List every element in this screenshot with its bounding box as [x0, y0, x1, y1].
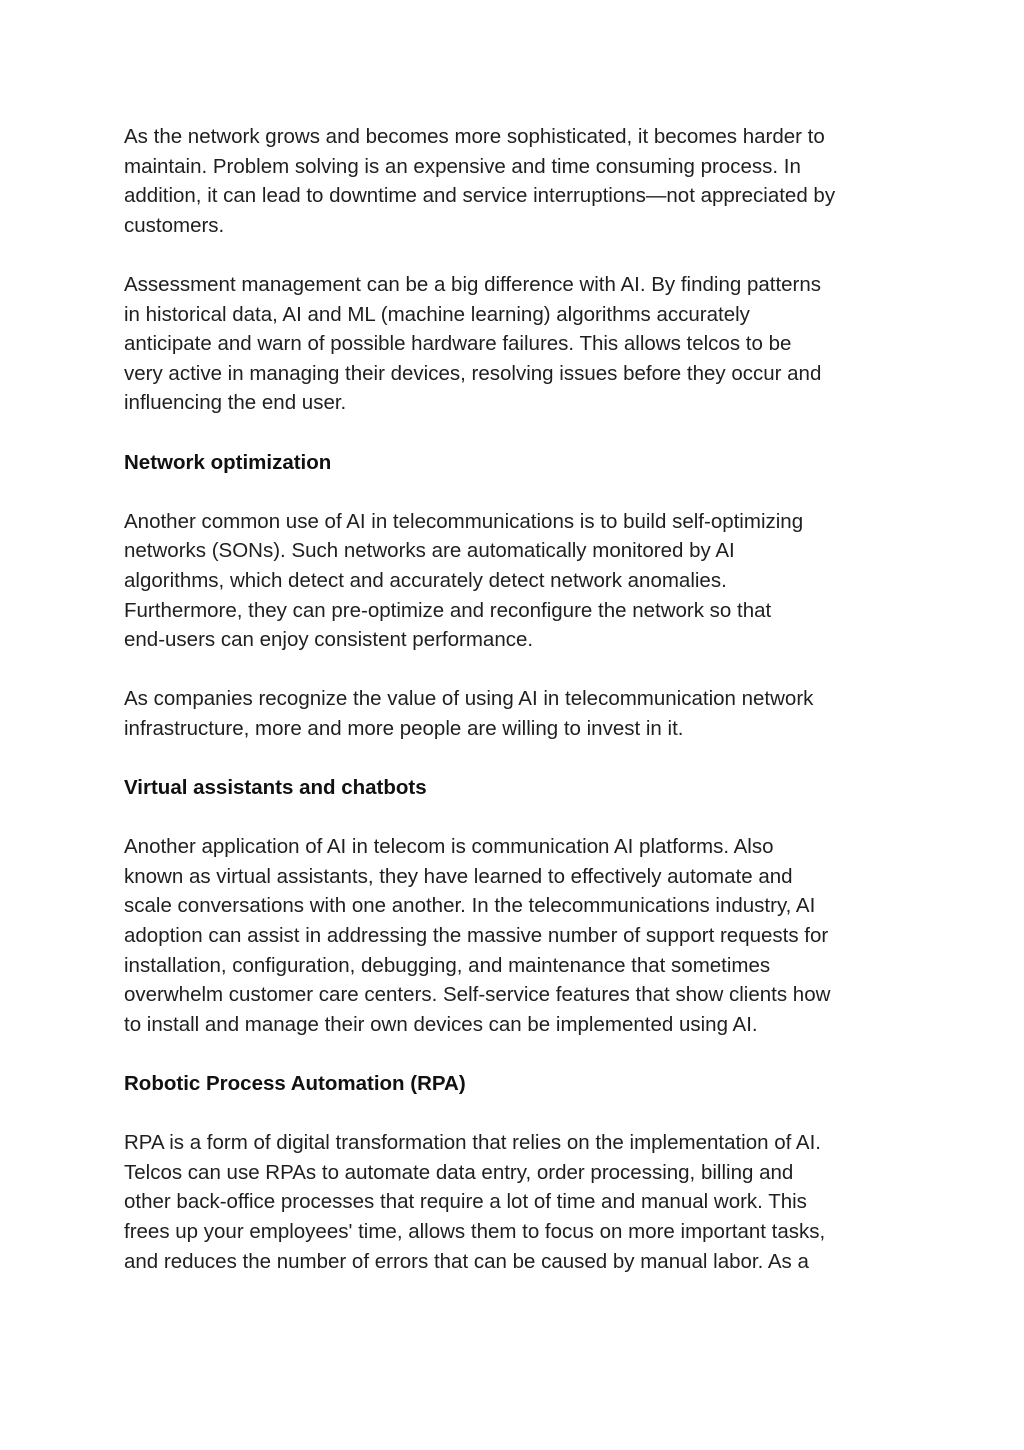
text-line: installation, configuration, debugging, and maintenance that sometimes: [124, 953, 771, 977]
text-line: to install and manage their own devices can be implemented using AI.: [124, 1012, 758, 1036]
heading-text: Virtual assistants and chatbots: [124, 776, 427, 800]
text-line: adoption can assist in addressing the massive number of support requests for: [124, 924, 829, 948]
text-line: addition, it can lead to downtime and service interruptions—not appreciated by: [124, 184, 836, 208]
text-line: anticipate and warn of possible hardware failures. This allows telcos to be: [124, 332, 792, 356]
text-line: Telcos can use RPAs to automate data entry, order processing, billing and: [124, 1160, 794, 1184]
text-line: scale conversations with one another. In the telecommunications industry, AI: [124, 894, 816, 918]
text-line: infrastructure, more and more people are willing to invest in it.: [124, 716, 684, 740]
text-line: overwhelm customer care centers. Self-service features that show clients how: [124, 983, 831, 1007]
text-line: in historical data, AI and ML (machine learning) algorithms accurately: [124, 302, 750, 326]
assessment-paragraph: [124, 270, 914, 418]
text-line: frees up your employees' time, allows them to focus on more important tasks,: [124, 1219, 826, 1243]
text-line: As companies recognize the value of using AI in telecommunication network: [124, 687, 814, 711]
text-line: Another application of AI in telecom is communication AI platforms. Also: [124, 835, 774, 859]
text-line: very active in managing their devices, resolving issues before they occur and: [124, 361, 822, 385]
intro-paragraph: [124, 122, 914, 240]
heading-text: Robotic Process Automation (RPA): [124, 1072, 466, 1095]
document-body: [124, 122, 914, 1306]
rpa-paragraph: [124, 1128, 914, 1276]
son-paragraph: [124, 507, 914, 655]
section-heading-network-optimization: [124, 448, 914, 478]
investment-paragraph: [124, 684, 914, 743]
text-line: Assessment management can be a big difference with AI. By finding patterns: [124, 272, 822, 296]
text-line: maintain. Problem solving is an expensive and time consuming process. In: [124, 154, 801, 178]
heading-text: Network optimization: [124, 450, 332, 474]
text-line: networks (SONs). Such networks are automatically monitored by AI: [124, 539, 735, 563]
text-line: known as virtual assistants, they have learned to effectively automate and: [124, 864, 793, 888]
text-line: Another common use of AI in telecommunications is to build self-optimizing: [124, 509, 804, 533]
section-heading-virtual-assistants: [124, 773, 914, 803]
text-line: and reduces the number of errors that can be caused by manual labor. As a: [124, 1249, 809, 1273]
text-line: end-users can enjoy consistent performance.: [124, 628, 534, 652]
text-line: other back-office processes that require a lot of time and manual work. This: [124, 1190, 807, 1214]
text-line: algorithms, which detect and accurately detect network anomalies.: [124, 568, 727, 592]
text-line: customers.: [124, 213, 225, 237]
text-line: As the network grows and becomes more sophisticated, it becomes harder to: [124, 125, 825, 148]
virtual-assistants-paragraph: [124, 832, 914, 1039]
text-line: influencing the end user.: [124, 391, 347, 415]
section-heading-rpa: [124, 1069, 914, 1099]
text-line: Furthermore, they can pre-optimize and reconfigure the network so that: [124, 598, 772, 622]
text-line: RPA is a form of digital transformation that relies on the implementation of AI.: [124, 1131, 821, 1155]
